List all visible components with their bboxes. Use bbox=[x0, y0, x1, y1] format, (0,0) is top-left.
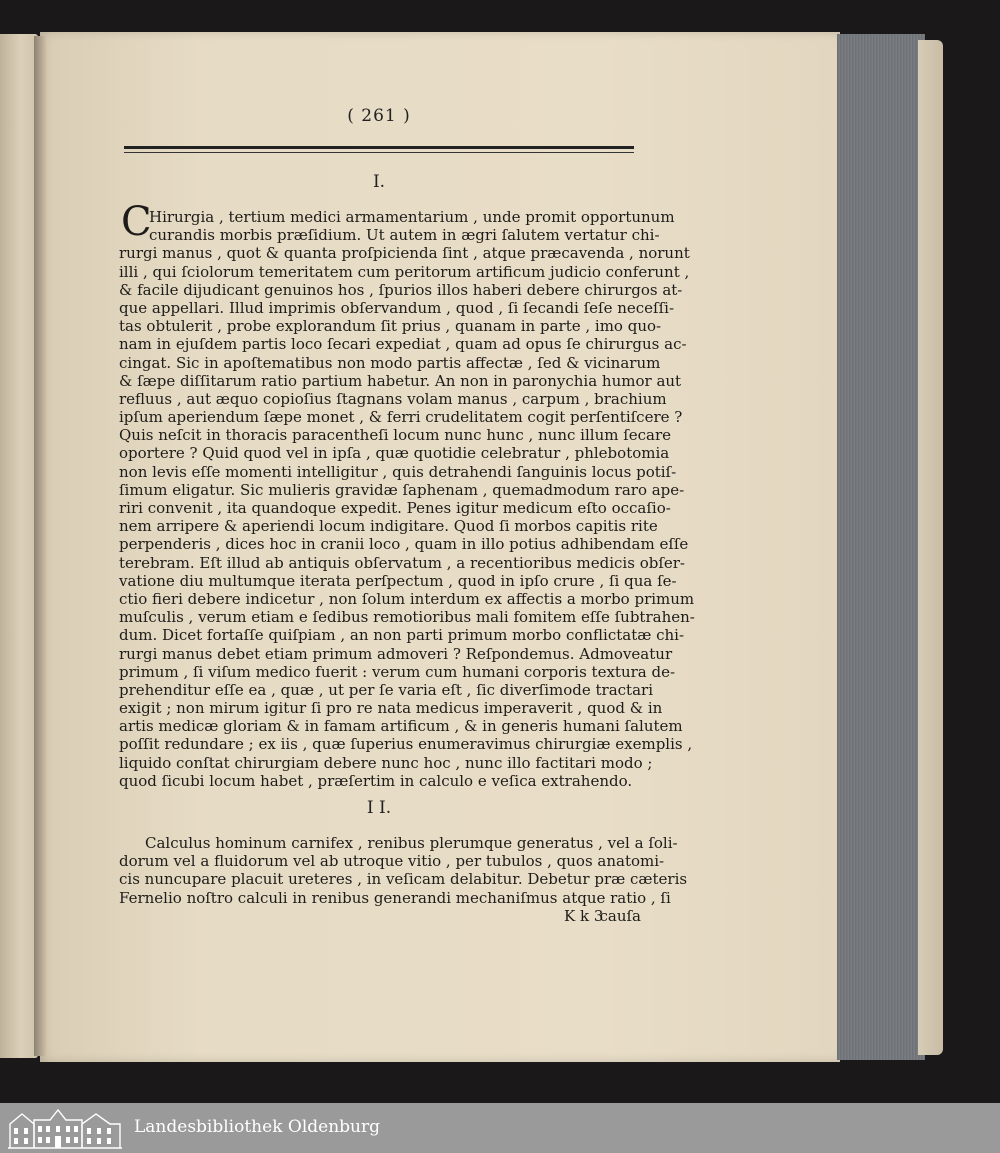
text-line: poſſit redundare ; ex iis , quæ ſuperius enumeravimus chirurgiæ exemplis , bbox=[119, 735, 693, 754]
text-line: dum. Dicet fortaſſe quiſpiam , an non parti primum morbo conflictatæ chi- bbox=[119, 626, 685, 645]
text-line: vatione diu multumque iterata perſpectum , quod in ipſo crure , ſi qua ſe- bbox=[119, 571, 677, 590]
section-heading-1: I. bbox=[372, 172, 386, 192]
left-page-edge bbox=[0, 34, 38, 1058]
library-building-icon bbox=[6, 1106, 124, 1150]
book-cover-edge bbox=[918, 40, 943, 1055]
text-line: exigit ; non mirum igitur ſi pro re nata medicus imperaverit , quod & in bbox=[119, 699, 663, 718]
text-line: artis medicæ gloriam & in famam artificum , & in generis humani ſalutem bbox=[119, 717, 683, 736]
text-line: liquido conſtat chirurgiam debere nunc hoc , nunc illo factitari modo ; bbox=[119, 753, 653, 772]
section-heading-2: I I. bbox=[366, 798, 392, 818]
text-line: quod ſicubi locum habet , præſertim in calculo e veſica extrahendo. bbox=[119, 771, 633, 790]
text-line: muſculis , verum etiam e ſedibus remotioribus mali fomitem eſſe ſubtrahen- bbox=[119, 608, 695, 627]
section-1-text bbox=[119, 208, 695, 790]
text-line: Hirurgia , tertium medici armamentarium , unde promit opportunum bbox=[149, 208, 675, 226]
text-line: illi , qui ſciolorum temeritatem cum peritorum artificum judicio conferunt , bbox=[119, 262, 690, 281]
text-line: rurgi manus debet etiam primum admoveri ? Reſpondemus. Admoveatur bbox=[119, 644, 673, 663]
text-line: refluus , aut æquo copioſius ſtagnans volam manus , carpum , brachium bbox=[119, 389, 667, 408]
text-line: ſimum eligatur. Sic mulieris gravidæ ſaphenam , quemadmodum raro ape- bbox=[119, 480, 685, 499]
text-line: rurgi manus , quot & quanta proſpicienda ſint , atque præcavenda , norunt bbox=[119, 244, 690, 263]
text-line: & ſæpe diſſitarum ratio partium habetur. An non in paronychia humor aut bbox=[119, 371, 682, 390]
text-line: terebram. Eſt illud ab antiquis obſervatum , a recentioribus medicis obſer- bbox=[119, 553, 685, 572]
text-line: primum , ſi viſum medico fuerit : verum cum humani corporis textura de- bbox=[119, 662, 676, 681]
text-line: oportere ? Quid quod vel in ipſa , quæ quotidie celebratur , phlebotomia bbox=[119, 444, 670, 463]
text-line: perpenderis , dices hoc in cranii loco , quam in illo potius adhibendam eſſe bbox=[119, 535, 689, 554]
page-stack-edge bbox=[837, 34, 925, 1060]
page-number-header: ( 261 ) bbox=[347, 106, 411, 126]
text-line: prehenditur eſſe ea , quæ , ut per ſe varia eſt , ſic diverſimode tractari bbox=[119, 680, 653, 699]
text-line: ctio fieri debere indicetur , non ſolum interdum ex affectis a morbo primum bbox=[119, 589, 695, 608]
text-line: nam in ejuſdem partis loco ſecari expediat , quam ad opus ſe chirurgus ac- bbox=[119, 335, 687, 354]
text-line: dorum vel a fluidorum vel ab utroque vitio , per tubulos , quos anatomi- bbox=[119, 852, 665, 871]
text-line: ipſum aperiendum ſæpe monet , & ferri crudelitatem cogit perſentiſcere ? bbox=[119, 408, 683, 427]
text-line: Calculus hominum carnifex , renibus plerumque generatus , vel a ſoli- bbox=[145, 834, 678, 852]
text-line: Quis neſcit in thoracis paracentheſi locum nunc hunc , nunc illum ſecare bbox=[119, 426, 672, 445]
signature-mark: K k 3 bbox=[564, 907, 604, 925]
footer-bar bbox=[0, 1103, 1000, 1153]
text-line: que appellari. Illud imprimis obſervandum , quod , ſi ſecandi ſeſe neceſſi- bbox=[119, 298, 675, 317]
text-line: Fernelio noſtro calculi in renibus generandi mechaniſmus atque ratio , ſi bbox=[119, 888, 671, 907]
library-name[interactable]: Landesbibliothek Oldenburg bbox=[134, 1117, 381, 1137]
text-line: tas obtulerit , probe explorandum ſit prius , quanam in parte , imo quo- bbox=[119, 317, 662, 336]
drop-cap: C bbox=[121, 199, 152, 245]
header-rule-thick bbox=[124, 146, 634, 149]
text-line: non levis eſſe momenti intelligitur , quis detrahendi ſanguinis locus potiſ- bbox=[119, 462, 677, 481]
book-gutter bbox=[34, 36, 46, 1056]
text-line: cingat. Sic in apoſtematibus non modo partis affectæ , ſed & vicinarum bbox=[119, 353, 661, 372]
text-line: riri convenit , ita quandoque expedit. Penes igitur medicum eſto occaſio- bbox=[119, 499, 671, 517]
header-rule-thin bbox=[124, 152, 634, 153]
text-line: & facile dijudicant genuinos hos , ſpurios illos haberi debere chirurgos at- bbox=[119, 280, 683, 299]
catchword: cauſa bbox=[599, 907, 641, 925]
text-line: nem arripere & aperiendi locum indigitare. Quod ſi morbos capitis rite bbox=[119, 517, 658, 536]
text-line: cis nuncupare placuit ureteres , in veſicam delabitur. Debetur præ cæteris bbox=[119, 870, 688, 889]
section-2-text bbox=[119, 834, 688, 907]
text-line: curandis morbis præſidium. Ut autem in ægri ſalutem vertatur chi- bbox=[149, 226, 660, 245]
